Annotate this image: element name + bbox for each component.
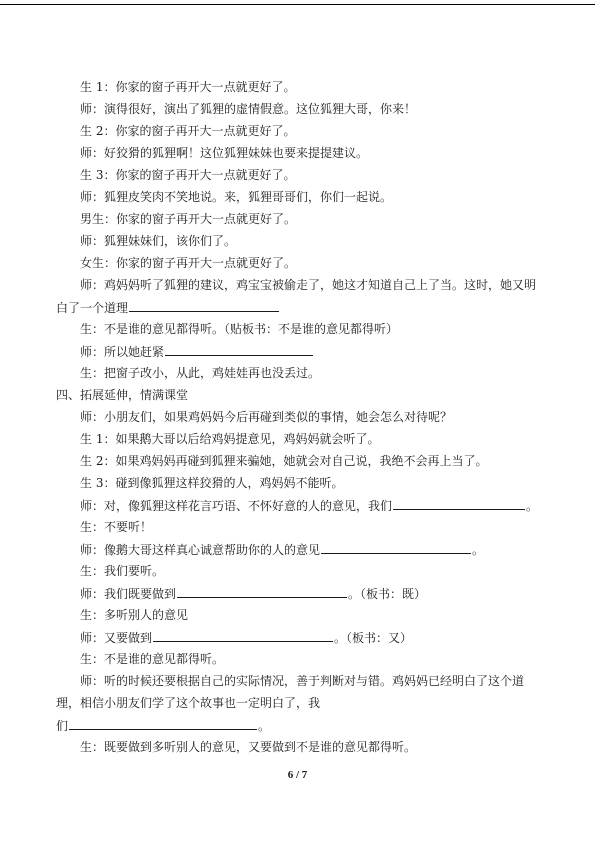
text-line <box>80 80 295 94</box>
line-text: 生 3：你家的窗子再开大一点就更好了。 <box>80 168 296 182</box>
line-text: 生 2：如果鸡妈妈再碰到狐狸来骗她，她就会对自己说，我绝不会再上当了。 <box>80 454 488 468</box>
text-line <box>80 102 416 116</box>
line-text: 生：不是谁的意见都得听。 <box>80 652 225 666</box>
line-text: 师：演得很好，演出了狐狸的虚情假意。这位狐狸大哥，你来！ <box>80 102 417 116</box>
text-line <box>80 476 343 490</box>
line-text: 师：像鹅大哥这样真心诚意帮助你的人的意见 <box>80 543 321 557</box>
line-text: 女生：你家的窗子再开大一点就更好了。 <box>80 256 297 270</box>
fill-in-blank <box>321 542 471 554</box>
fill-in-blank <box>177 586 347 598</box>
text-line <box>80 322 398 336</box>
line-text: 师：又要做到 <box>80 631 153 645</box>
text-line <box>80 344 314 359</box>
line-text: 生：我们要听。 <box>80 564 165 578</box>
text-line <box>80 212 296 226</box>
text-line <box>80 124 295 138</box>
text-line <box>80 234 236 248</box>
text-line <box>80 278 536 292</box>
page-number: 6 / 7 <box>287 769 308 781</box>
text-line <box>80 410 452 424</box>
line-text: 师：狐狸皮笑肉不笑地说。来，狐狸哥哥们，你们一起说。 <box>80 190 393 204</box>
fill-in-blank <box>129 300 279 312</box>
line-text: 师：听的时候还要根据自己的实际情况，善于判断对与错。鸡妈妈已经明白了这个道 <box>80 674 525 688</box>
text-line <box>56 300 280 315</box>
text-line <box>80 146 368 160</box>
line-suffix: 。 <box>472 543 485 557</box>
text-line <box>80 630 412 645</box>
text-line <box>80 586 426 601</box>
line-text: 生 2：你家的窗子再开大一点就更好了。 <box>80 124 296 138</box>
line-suffix: 。 <box>526 499 539 513</box>
text-line <box>80 498 538 513</box>
line-suffix: 。（板书：又） <box>334 631 413 645</box>
line-text: 师：所以她赶紧 <box>80 345 165 359</box>
fill-in-blank <box>165 344 313 356</box>
text-line <box>80 366 320 380</box>
line-suffix: 。 <box>258 719 271 733</box>
fill-in-blank <box>393 498 525 510</box>
text-line <box>80 256 296 270</box>
line-text: 生 1：你家的窗子再开大一点就更好了。 <box>80 80 296 94</box>
line-text: 生：多听别人的意见 <box>80 608 189 622</box>
line-text: 师：好狡猾的狐狸啊！这位狐狸妹妹也要来提提建议。 <box>80 146 369 160</box>
section-heading <box>56 388 188 402</box>
text-line <box>56 718 270 733</box>
line-text: 生：不是谁的意见都得听。（贴板书：不是谁的意见都得听） <box>80 322 399 336</box>
text-line <box>56 696 320 710</box>
text-line <box>80 454 487 468</box>
line-text: 生：既要做到多听别人的意见，又要做到不是谁的意见都得听。 <box>80 740 417 754</box>
line-text: 男生：你家的窗子再开大一点就更好了。 <box>80 212 297 226</box>
text-line <box>80 608 188 622</box>
text-line <box>80 520 152 534</box>
line-text: 们 <box>56 719 69 733</box>
text-line <box>80 190 392 204</box>
fill-in-blank <box>153 630 333 642</box>
text-line <box>80 652 224 666</box>
text-line <box>80 564 164 578</box>
text-line <box>80 168 295 182</box>
line-text: 师：鸡妈妈听了狐狸的建议，鸡宝宝被偷走了，她这才知道自己上了当。这时，她又明 <box>80 278 537 292</box>
line-text: 四、拓展延伸，情满课堂 <box>56 388 189 402</box>
line-text: 生 1：如果鹅大哥以后给鸡妈提意见，鸡妈妈就会听了。 <box>80 432 380 446</box>
line-text: 白了一个道理 <box>56 301 129 315</box>
fill-in-blank <box>69 718 257 730</box>
text-line <box>80 740 416 754</box>
line-suffix: 。（板书：既） <box>348 587 427 601</box>
line-text: 理，相信小朋友们学了这个故事也一定明白了，我 <box>56 696 321 710</box>
text-line <box>80 542 484 557</box>
line-text: 师：小朋友们，如果鸡妈妈今后再碰到类似的事情，她会怎么对待呢？ <box>80 410 453 424</box>
text-line <box>80 432 379 446</box>
line-text: 师：对，像狐狸这样花言巧语、不怀好意的人的意见，我们 <box>80 499 393 513</box>
line-text: 生 3：碰到像狐狸这样狡猾的人，鸡妈妈不能听。 <box>80 476 344 490</box>
line-text: 生：不要听！ <box>80 520 153 534</box>
text-line <box>80 674 524 688</box>
line-text: 生：把窗子改小，从此，鸡娃娃再也没丢过。 <box>80 366 321 380</box>
line-text: 师：狐狸妹妹们，该你们了。 <box>80 234 237 248</box>
line-text: 师：我们既要做到 <box>80 587 177 601</box>
